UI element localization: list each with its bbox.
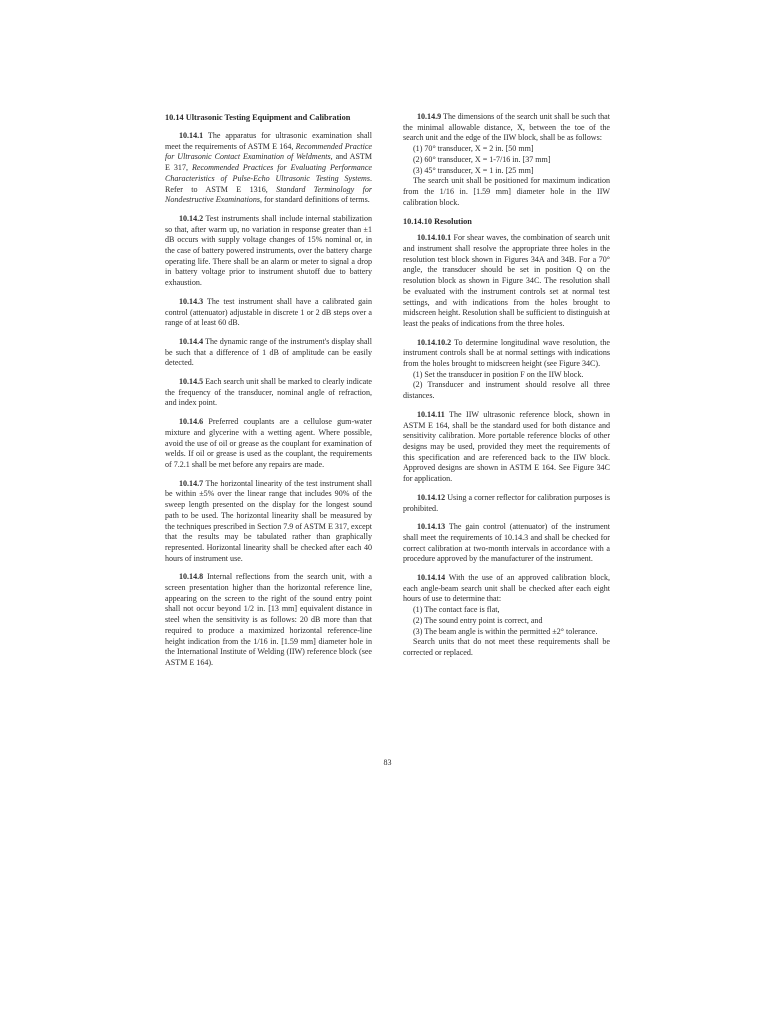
clause-text: Internal reflections from the search unit, with a screen presentation higher than the horizontal reference line, appearing on the screen to the right of the sound entry point shall not occur beyond 1/2 in. [13 mm] equivalent distance in steel when the sensitivity is as follows: 20 dB more than that required to produce a maximized horizontal reference-line height indication from the 1/16 in. [1.59 mm] diameter hole in the International Institute of Welding (IIW) reference block (see ASTM E 164). [165, 572, 372, 667]
clause-number: 10.14.14 [417, 573, 446, 583]
list-item: (3) 45° transducer, X = 1 in. [25 mm] [413, 165, 534, 175]
paragraph-10-14-7 [165, 479, 372, 565]
clause-number: 10.14.11 [417, 409, 445, 419]
clause-number: 10.14.8 [179, 572, 204, 582]
clause-number: 10.14.10.2 [417, 337, 452, 347]
paragraph-10-14-2 [165, 214, 372, 289]
paragraph-10-14-8 [165, 572, 372, 668]
clause-text: The apparatus for ultrasonic examination shall meet the requirements of ASTM E 164, [165, 131, 372, 151]
clause-text: The dynamic range of the instrument's display shall be such that a difference of 1 dB of amplitude can be easily detected. [165, 336, 372, 368]
standard-title: Recommended Practice for Ultrasonic Contact Examination of Weldments [165, 141, 373, 162]
paragraph-10-14-10-2 [403, 338, 610, 370]
paragraph-continuation: Search units that do not meet these requirements shall be corrected or replaced. [403, 637, 610, 657]
document-page [165, 112, 610, 772]
list-item: (2) The sound entry point is correct, and [413, 615, 543, 625]
clause-number: 10.14.3 [179, 296, 204, 306]
clause-text: Preferred couplants are a cellulose gum-water mixture and glycerine with a wetting agent. Where possible, avoid the use of oil or grease as the couplant for examination of welds. If oil or grease is used as the couplant, the requirements of 7.2.1 shall be met before any repairs are made. [165, 417, 372, 469]
clause-text: . Refer to ASTM E 1316, [165, 173, 372, 194]
clause-text: , for standard definitions of terms. [259, 195, 370, 205]
clause-number: 10.14.2 [179, 213, 204, 223]
list-item: (1) Set the transducer in position F on the IIW block. [413, 369, 584, 379]
paragraph-10-14-14 [403, 573, 610, 605]
section-heading: 10.14 Ultrasonic Testing Equipment and Calibration [165, 113, 351, 122]
clause-text: The horizontal linearity of the test instrument shall be within ±5% over the linear range that includes 90% of the sweep length presented on the display for the longest sound path to be used. The horizontal linearity shall be measured by the techniques prescribed in Section 7.9 of ASTM E 317, except that the results may be tabulated rather than graphically represented. Horizontal linearity shall be checked after each 40 hours of instrument use. [165, 478, 372, 563]
right-column [403, 112, 610, 659]
list-item: (1) 70° transducer, X = 2 in. [50 mm] [413, 144, 534, 154]
paragraph-10-14-9 [403, 112, 610, 144]
clause-text: Each search unit shall be marked to clearly indicate the frequency of the transducer, nominal angle of refraction, and index point. [165, 377, 372, 408]
paragraph-10-14-5 [165, 377, 372, 409]
left-column [165, 112, 372, 677]
clause-text: Using a corner reflector for calibration purposes is prohibited. [403, 492, 610, 513]
clause-text: Test instruments shall include internal stabilization so that, after warm up, no variation in response greater than ±1 dB occurs with supply voltage changes of 15% nominal or, in the case of battery powered instruments, over the battery charge operating life. There shall be an alarm or meter to signal a drop in battery voltage prior to instrument shutoff due to battery exhaustion. [165, 213, 372, 288]
clause-number: 10.14.13 [417, 522, 446, 532]
clause-text: The gain control (attenuator) of the instrument shall meet the requirements of 10.14.3 and shall be checked for correct calibration at two-month intervals in accordance with a procedure approved by the manufacturer of the instrument. [403, 522, 610, 564]
paragraph-10-14-13 [403, 522, 610, 565]
paragraph-10-14-11 [403, 410, 610, 485]
clause-number: 10.14.12 [417, 492, 446, 502]
paragraph-10-14-3 [165, 297, 372, 329]
clause-text: , and ASTM E 317, [165, 152, 372, 173]
paragraph-10-14-4 [165, 337, 372, 369]
page-number: 83 [383, 758, 392, 767]
list-item: (1) The contact face is flat, [413, 605, 500, 615]
clause-number: 10.14.5 [179, 377, 204, 387]
paragraph-continuation: The search unit shall be positioned for maximum indication from the 1/16 in. [1.59 mm] diameter hole in the IIW calibration block. [403, 176, 610, 207]
clause-number: 10.14.6 [179, 417, 204, 427]
list-item: (2) 60° transducer, X = 1-7/16 in. [37 mm] [413, 154, 551, 164]
clause-text: The dimensions of the search unit shall be such that the minimal allowable distance, X, between the toe of the search unit and the edge of the IIW block, shall be as follows: [403, 112, 610, 143]
clause-text: For shear waves, the combination of search unit and instrument shall resolve the appropriate three holes in the resolution test block shown in Figures 34A and 34B. For a 70° angle, the transducer should be set in position Q on the resolution block as shown in Figure 34C. The resolution shall be evaluated with the instrument controls set at normal test settings, and with indications from the holes brought to midscreen height. Resolution shall be sufficient to distinguish at least the peaks of indications from the three holes. [403, 233, 610, 328]
clause-text: With the use of an approved calibration block, each angle-beam search unit shall be checked after each eight hours of use to determine that: [403, 573, 610, 604]
subsection-heading: 10.14.10 Resolution [403, 217, 472, 227]
clause-text: To determine longitudinal wave resolution, the instrument controls shall be at normal settings with indications from the holes brought to midscreen height (see Figure 34C). [403, 337, 610, 369]
clause-number: 10.14.10.1 [417, 233, 452, 243]
clause-number: 10.14.7 [179, 478, 204, 488]
paragraph-10-14-10-1 [403, 233, 610, 329]
list-item: (2) Transducer and instrument should resolve all three distances. [403, 380, 610, 401]
list-item: (3) The beam angle is within the permitted ±2° tolerance. [413, 626, 598, 636]
clause-text: The test instrument shall have a calibrated gain control (attenuator) adjustable in discrete 1 or 2 dB steps over a range of at least 60 dB. [165, 296, 372, 328]
paragraph-10-14-12 [403, 493, 610, 514]
standard-title: Recommended Practices for Evaluating Performance Characteristics of Pulse-Echo Ultrasonic Testing Systems [165, 163, 372, 183]
clause-text: The IIW ultrasonic reference block, shown in ASTM E 164, shall be the standard used for both distance and sensitivity calibration. More portable reference blocks of other designs may be used, provided they meet the requirements of this specification and are referenced back to the IIW block. Approved designs are shown in ASTM E 164. See Figure 34C for application. [403, 409, 610, 484]
clause-number: 10.14.1 [179, 131, 204, 140]
standard-title: Standard Terminology for Nondestructive Examinations [165, 184, 372, 205]
clause-number: 10.14.9 [417, 112, 442, 121]
paragraph-10-14-6 [165, 417, 372, 471]
paragraph-10-14-1 [165, 131, 372, 206]
clause-number: 10.14.4 [179, 336, 204, 346]
